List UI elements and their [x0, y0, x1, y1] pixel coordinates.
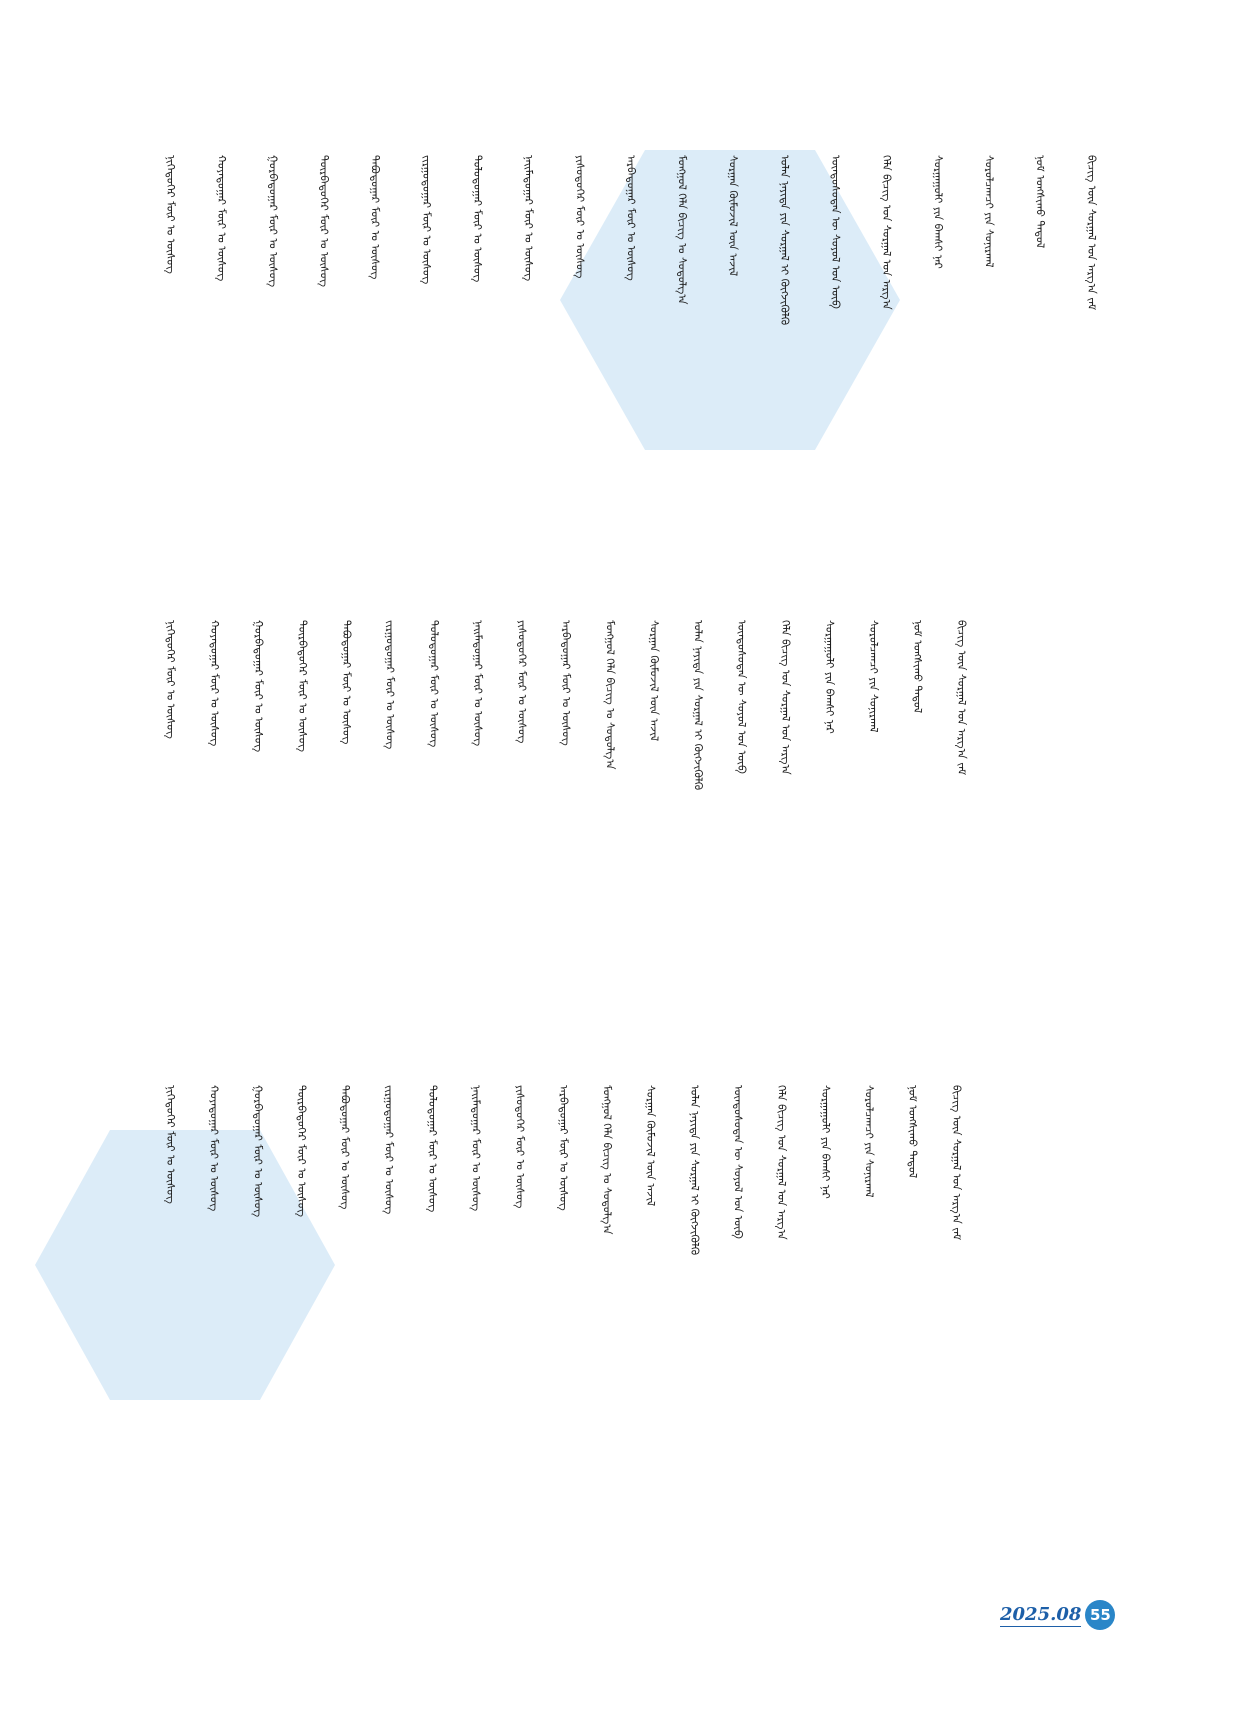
- text-line: ᠳᠥᠷᠪᠡᠳᠦᠭᠡᠷ ᠮᠥᠷ ᠤ ᠦᠰᠦᠭ: [317, 155, 331, 287]
- text-line: ᠠᠷᠪᠠᠳᠤᠭᠠᠷ ᠮᠥᠷ ᠤ ᠦᠰᠦᠭ: [559, 620, 573, 746]
- text-line: ᠨᠠᠢᠮᠠᠳᠤᠭᠠᠷ ᠮᠥᠷ ᠤ ᠦᠰᠦᠭ: [522, 155, 536, 282]
- text-line: ᠭᠤᠷᠪᠠᠳᠤᠭᠠᠷ ᠮᠥᠷ ᠤ ᠦᠰᠦᠭ: [266, 155, 280, 288]
- text-line: ᠮᠣᠩᠭᠣᠯ ᠬᠡᠯᠡ ᠪᠢᠴᠢᠭ ᠤ ᠰᠤᠳᠤᠯᠭ᠎ᠠ: [600, 1085, 614, 1235]
- text-line: ᠶᠢᠰᠦᠳᠦᠭᠡᠷ ᠮᠥᠷ ᠤ ᠦᠰᠦᠭ: [515, 620, 529, 744]
- text-line: ᠨᠠᠢᠮᠠᠳᠤᠭᠠᠷ ᠮᠥᠷ ᠤ ᠦᠰᠦᠭ: [469, 1085, 483, 1212]
- text-line: ᠳᠣᠯᠣᠳᠤᠭᠠᠷ ᠮᠥᠷ ᠤ ᠦᠰᠦᠭ: [470, 155, 484, 283]
- text-column-middle: [163, 620, 968, 910]
- text-line: ᠰᠤᠷᠭᠠᠨ ᠬᠦᠮᠦᠵᠢᠯ ᠦᠨ ᠠᠵᠢᠯ: [726, 155, 740, 277]
- text-line: ᠰᠤᠷᠭᠠᠭᠤᠯᠢ ᠶᠢᠨ ᠪᠠᠭᠰᠢ ᠨᠠᠷ: [931, 155, 945, 269]
- text-line: ᠬᠡᠯᠡ ᠪᠢᠴᠢᠭ ᠤᠨ ᠰᠤᠷᠭᠠᠯ ᠤᠨ ᠠᠷᠭ᠎ᠠ: [880, 155, 894, 310]
- text-line: ᠭᠤᠷᠪᠠᠳᠤᠭᠠᠷ ᠮᠥᠷ ᠤ ᠦᠰᠦᠭ: [251, 620, 265, 753]
- text-column-right: [163, 155, 1098, 445]
- text-line: ᠲᠠᠪᠤᠳᠤᠭᠠᠷ ᠮᠥᠷ ᠤ ᠦᠰᠦᠭ: [339, 620, 353, 745]
- text-line: ᠶᠢᠰᠦᠳᠦᠭᠡᠷ ᠮᠥᠷ ᠤ ᠦᠰᠦᠭ: [573, 155, 587, 279]
- text-line: ᠪᠢᠴᠢᠭ ᠦᠨ ᠰᠤᠷᠭᠠᠯ ᠤᠨ ᠠᠷᠭ᠎ᠠ ᠵᠠᠮ: [949, 1085, 963, 1241]
- text-line: ᠰᠤᠷᠭᠠᠨ ᠬᠦᠮᠦᠵᠢᠯ ᠦᠨ ᠠᠵᠢᠯ: [647, 620, 661, 742]
- text-line: ᠦᠨᠳᠦᠰᠦᠲᠡᠨ ᠦ ᠰᠣᠶᠣᠯ ᠤᠨ ᠥᠪ: [829, 155, 843, 309]
- text-line: ᠲᠠᠪᠤᠳᠤᠭᠠᠷ ᠮᠥᠷ ᠤ ᠦᠰᠦᠭ: [368, 155, 382, 280]
- text-line: ᠨᠢᠭᠡᠳᠦᠭᠡᠷ ᠮᠥᠷ ᠤ ᠦᠰᠦᠭ: [164, 1085, 177, 1204]
- text-line: ᠠᠷᠪᠠᠳᠤᠭᠠᠷ ᠮᠥᠷ ᠤ ᠦᠰᠦᠭ: [624, 155, 638, 281]
- text-line: ᠳᠣᠯᠣᠳᠤᠭᠠᠷ ᠮᠥᠷ ᠤ ᠦᠰᠦᠭ: [425, 1085, 439, 1213]
- text-line: ᠨᠢᠭᠡᠳᠦᠭᠡᠷ ᠮᠥᠷ ᠤ ᠦᠰᠦᠭ: [164, 620, 177, 739]
- text-line: ᠰᠤᠷᠤᠯᠴᠠᠭᠴᠢ ᠶᠢᠨ ᠰᠣᠨᠢᠷᠬᠠᠯ: [867, 620, 880, 733]
- text-line: ᠵᠢᠷᠭᠤᠳᠤᠭᠠᠷ ᠮᠥᠷ ᠤ ᠦᠰᠦᠭ: [382, 1085, 396, 1215]
- text-line: ᠬᠣᠶᠠᠳᠤᠭᠠᠷ ᠮᠥᠷ ᠤ ᠦᠰᠦᠭ: [207, 620, 221, 747]
- text-line: ᠬᠡᠯᠡ ᠪᠢᠴᠢᠭ ᠤᠨ ᠰᠤᠷᠭᠠᠯ ᠤᠨ ᠠᠷᠭ᠎ᠠ: [779, 620, 793, 775]
- text-line: ᠨᠠᠢᠮᠠᠳᠤᠭᠠᠷ ᠮᠥᠷ ᠤ ᠦᠰᠦᠭ: [471, 620, 485, 747]
- text-line: ᠣᠯᠠᠨ ᠨᠡᠶᠢᠲᠡ ᠶᠢᠨ ᠰᠤᠷᠭᠠᠯ ᠢ ᠬᠥᠭᠵᠢᠭᠦᠯᠬᠦ: [687, 1085, 701, 1256]
- text-line: ᠬᠣᠶᠠᠳᠤᠭᠠᠷ ᠮᠥᠷ ᠤ ᠦᠰᠦᠭ: [215, 155, 229, 282]
- text-line: ᠵᠢᠷᠭᠤᠳᠤᠭᠠᠷ ᠮᠥᠷ ᠤ ᠦᠰᠦᠭ: [383, 620, 397, 750]
- text-line: ᠶᠢᠰᠦᠳᠦᠭᠡᠷ ᠮᠥᠷ ᠤ ᠦᠰᠦᠭ: [513, 1085, 527, 1209]
- text-line: ᠬᠣᠶᠠᠳᠤᠭᠠᠷ ᠮᠥᠷ ᠤ ᠦᠰᠦᠭ: [207, 1085, 221, 1212]
- text-line: ᠮᠣᠩᠭᠣᠯ ᠬᠡᠯᠡ ᠪᠢᠴᠢᠭ ᠤ ᠰᠤᠳᠤᠯᠭ᠎ᠠ: [675, 155, 689, 305]
- text-line: ᠨᠣᠮ ᠤᠩᠰᠢᠬᠤ ᠳᠠᠳᠤᠯ: [906, 1085, 920, 1179]
- text-line: ᠲᠠᠪᠤᠳᠤᠭᠠᠷ ᠮᠥᠷ ᠤ ᠦᠰᠦᠭ: [338, 1085, 352, 1210]
- text-line: ᠣᠯᠠᠨ ᠨᠡᠶᠢᠲᠡ ᠶᠢᠨ ᠰᠤᠷᠭᠠᠯ ᠢ ᠬᠥᠭᠵᠢᠭᠦᠯᠬᠦ: [691, 620, 705, 791]
- text-line: ᠵᠢᠷᠭᠤᠳᠤᠭᠠᠷ ᠮᠥᠷ ᠤ ᠦᠰᠦᠭ: [419, 155, 433, 285]
- text-line: ᠳᠥᠷᠪᠡᠳᠦᠭᠡᠷ ᠮᠥᠷ ᠤ ᠦᠰᠦᠭ: [294, 1085, 308, 1217]
- text-line: ᠨᠣᠮ ᠤᠩᠰᠢᠬᠤ ᠳᠠᠳᠤᠯ: [910, 620, 924, 714]
- text-line: ᠪᠢᠴᠢᠭ ᠦᠨ ᠰᠤᠷᠭᠠᠯ ᠤᠨ ᠠᠷᠭ᠎ᠠ ᠵᠠᠮ: [954, 620, 968, 776]
- text-line: ᠨᠢᠭᠡᠳᠦᠭᠡᠷ ᠮᠥᠷ ᠤ ᠦᠰᠦᠭ: [164, 155, 177, 274]
- text-line: ᠰᠤᠷᠭᠠᠭᠤᠯᠢ ᠶᠢᠨ ᠪᠠᠭᠰᠢ ᠨᠠᠷ: [823, 620, 837, 734]
- text-line: ᠰᠤᠷᠭᠠᠨ ᠬᠦᠮᠦᠵᠢᠯ ᠦᠨ ᠠᠵᠢᠯ: [644, 1085, 658, 1207]
- text-line: ᠣᠯᠠᠨ ᠨᠡᠶᠢᠲᠡ ᠶᠢᠨ ᠰᠤᠷᠭᠠᠯ ᠢ ᠬᠥᠭᠵᠢᠭᠦᠯᠬᠦ: [777, 155, 791, 326]
- text-line: ᠪᠢᠴᠢᠭ ᠦᠨ ᠰᠤᠷᠭᠠᠯ ᠤᠨ ᠠᠷᠭ᠎ᠠ ᠵᠠᠮ: [1084, 155, 1098, 311]
- text-line: ᠦᠨᠳᠦᠰᠦᠲᠡᠨ ᠦ ᠰᠣᠶᠣᠯ ᠤᠨ ᠥᠪ: [735, 620, 749, 774]
- text-line: ᠦᠨᠳᠦᠰᠦᠲᠡᠨ ᠦ ᠰᠣᠶᠣᠯ ᠤᠨ ᠥᠪ: [731, 1085, 745, 1239]
- text-line: ᠳᠥᠷᠪᠡᠳᠦᠭᠡᠷ ᠮᠥᠷ ᠤ ᠦᠰᠦᠭ: [295, 620, 309, 752]
- text-line: ᠭᠤᠷᠪᠠᠳᠤᠭᠠᠷ ᠮᠥᠷ ᠤ ᠦᠰᠦᠭ: [251, 1085, 265, 1218]
- text-line: ᠰᠤᠷᠤᠯᠴᠠᠭᠴᠢ ᠶᠢᠨ ᠰᠣᠨᠢᠷᠬᠠᠯ: [982, 155, 996, 268]
- text-column-left: [163, 1085, 963, 1375]
- text-line: ᠬᠡᠯᠡ ᠪᠢᠴᠢᠭ ᠤᠨ ᠰᠤᠷᠭᠠᠯ ᠤᠨ ᠠᠷᠭ᠎ᠠ: [775, 1085, 789, 1240]
- text-line: ᠳᠣᠯᠣᠳᠤᠭᠠᠷ ᠮᠥᠷ ᠤ ᠦᠰᠦᠭ: [427, 620, 441, 748]
- text-line: ᠰᠤᠷᠭᠠᠭᠤᠯᠢ ᠶᠢᠨ ᠪᠠᠭᠰᠢ ᠨᠠᠷ: [818, 1085, 832, 1199]
- issue-date: 2025.08: [1000, 1603, 1082, 1625]
- page-footer: [1000, 1600, 1115, 1630]
- text-line: ᠮᠣᠩᠭᠣᠯ ᠬᠡᠯᠡ ᠪᠢᠴᠢᠭ ᠤ ᠰᠤᠳᠤᠯᠭ᠎ᠠ: [603, 620, 617, 770]
- text-line: ᠰᠤᠷᠤᠯᠴᠠᠭᠴᠢ ᠶᠢᠨ ᠰᠣᠨᠢᠷᠬᠠᠯ: [862, 1085, 876, 1198]
- page-number-badge: 55: [1085, 1600, 1115, 1630]
- text-line: ᠨᠣᠮ ᠤᠩᠰᠢᠬᠤ ᠳᠠᠳᠤᠯ: [1033, 155, 1047, 249]
- text-line: ᠠᠷᠪᠠᠳᠤᠭᠠᠷ ᠮᠥᠷ ᠤ ᠦᠰᠦᠭ: [556, 1085, 570, 1211]
